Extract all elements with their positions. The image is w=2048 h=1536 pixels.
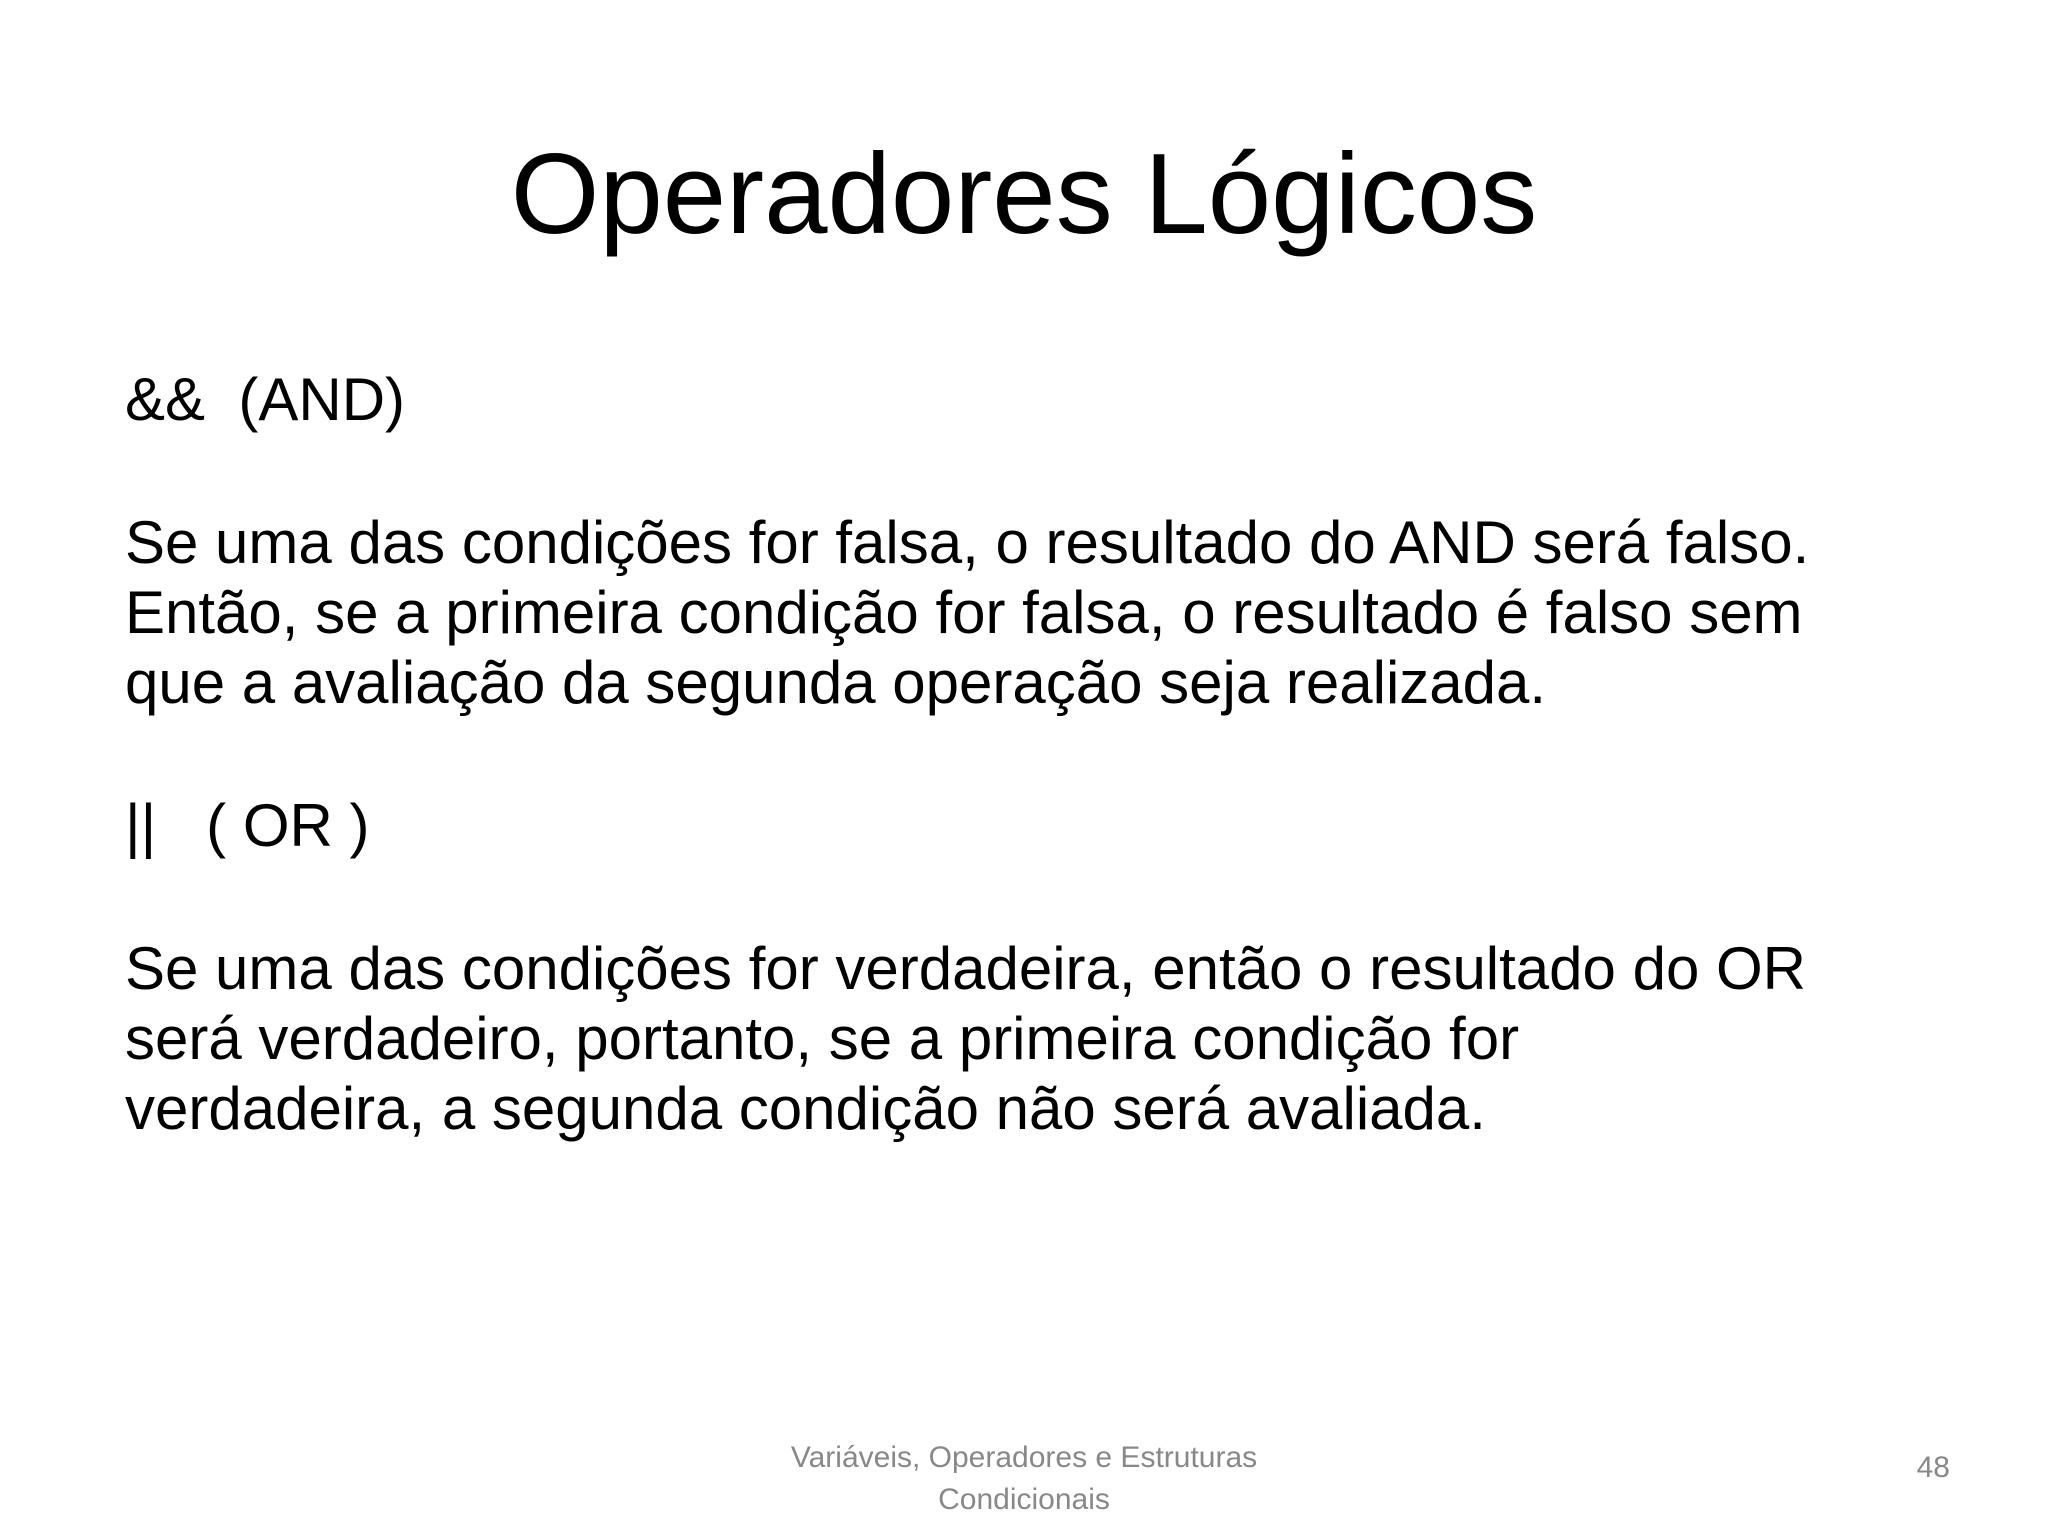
spacer: [125, 861, 1965, 934]
footer-line: Condicionais: [938, 1483, 1110, 1516]
or-description-line: verdadeira, a segunda condição não será avaliada.: [125, 1075, 1486, 1142]
spacer: [125, 718, 1965, 791]
and-heading: && (AND): [125, 366, 406, 433]
slide-title: Operadores Lógicos: [510, 131, 1538, 258]
or-description-line: Se uma das condições for verdadeira, então o resultado do OR: [125, 935, 1806, 1002]
footer-line: Variáveis, Operadores e Estruturas: [790, 1441, 1258, 1474]
or-heading: || ( OR ): [125, 792, 370, 859]
or-description-line: será verdadeiro, portanto, se a primeira condição for: [125, 1005, 1520, 1072]
spacer: [125, 435, 1965, 508]
and-description-line: que a avaliação da segunda operação seja realizada.: [125, 649, 1547, 716]
slide-body: [125, 365, 1965, 1144]
slide-footer: [724, 1437, 1324, 1521]
and-description-line: Então, se a primeira condição for falsa, o resultado é falso sem: [125, 579, 1803, 646]
slide-number: 48: [1916, 1451, 1950, 1484]
and-description-line: Se uma das condições for falsa, o resultado do AND será falso.: [125, 509, 1810, 576]
